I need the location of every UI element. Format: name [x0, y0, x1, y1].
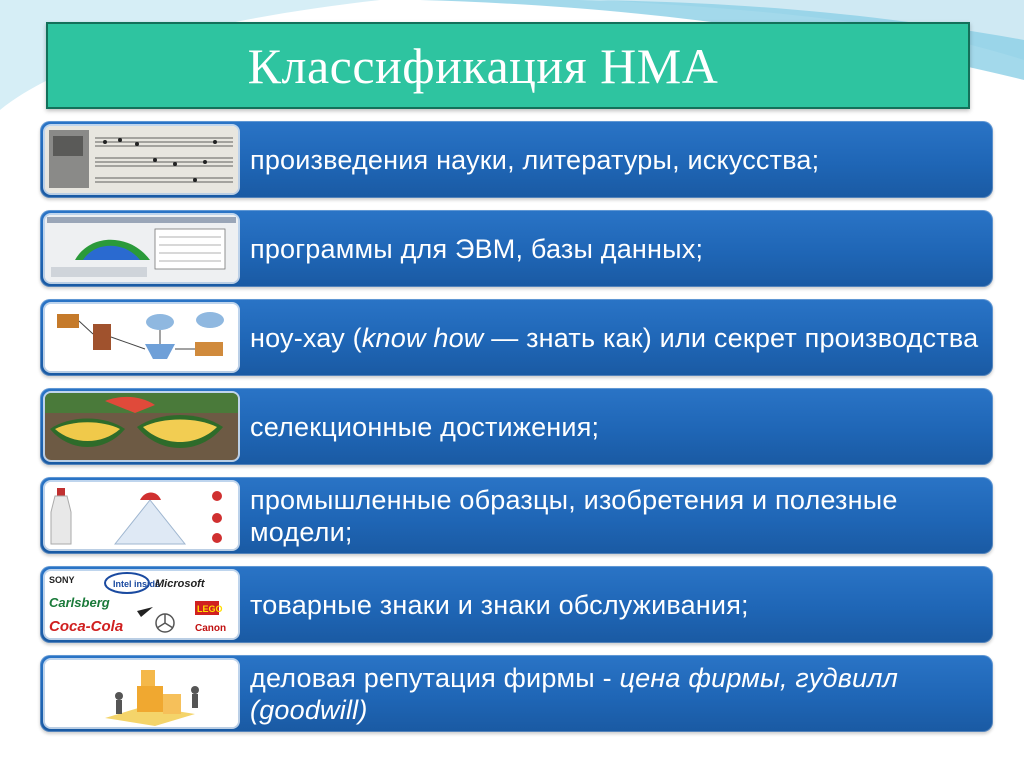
item-text: произведения науки, литературы, искусства; — [250, 144, 820, 175]
svg-text:Carlsberg: Carlsberg — [49, 595, 110, 610]
svg-text:LEGO: LEGO — [197, 604, 223, 614]
svg-text:SONY: SONY — [49, 575, 75, 585]
industrial-design-image — [45, 482, 238, 549]
list-item — [40, 210, 993, 287]
item-text: селекционные достижения; — [250, 411, 600, 442]
item-text: ноу-хау (know how — знать как) или секрет производства — [250, 322, 979, 353]
item-text: промышленные образцы, изобретения и полезные модели; — [250, 484, 898, 547]
page-title: Классификация НМА — [247, 37, 719, 94]
svg-text:Coca-Cola: Coca-Cola — [49, 618, 124, 635]
production-scheme-image — [45, 304, 238, 371]
list-item — [40, 121, 993, 198]
watermelon-image — [45, 393, 238, 460]
list-item — [40, 388, 993, 465]
list-item — [40, 477, 993, 554]
goodwill-image — [45, 660, 238, 727]
item-text: программы для ЭВМ, базы данных; — [250, 233, 704, 264]
svg-text:Intel inside: Intel inside — [113, 579, 161, 589]
list-item — [40, 655, 993, 732]
svg-text:Canon: Canon — [195, 623, 227, 634]
brand-logos-image — [45, 571, 238, 638]
item-text: товарные знаки и знаки обслуживания; — [250, 589, 749, 620]
item-text: деловая репутация фирмы - цена фирмы, гудвилл (goodwill) — [250, 662, 899, 725]
sheet-music-image — [45, 126, 238, 193]
list-item — [40, 299, 993, 376]
title-banner — [46, 22, 970, 109]
svg-text:Microsoft: Microsoft — [155, 578, 205, 590]
software-screen-image — [45, 215, 238, 282]
list-item — [40, 566, 993, 643]
